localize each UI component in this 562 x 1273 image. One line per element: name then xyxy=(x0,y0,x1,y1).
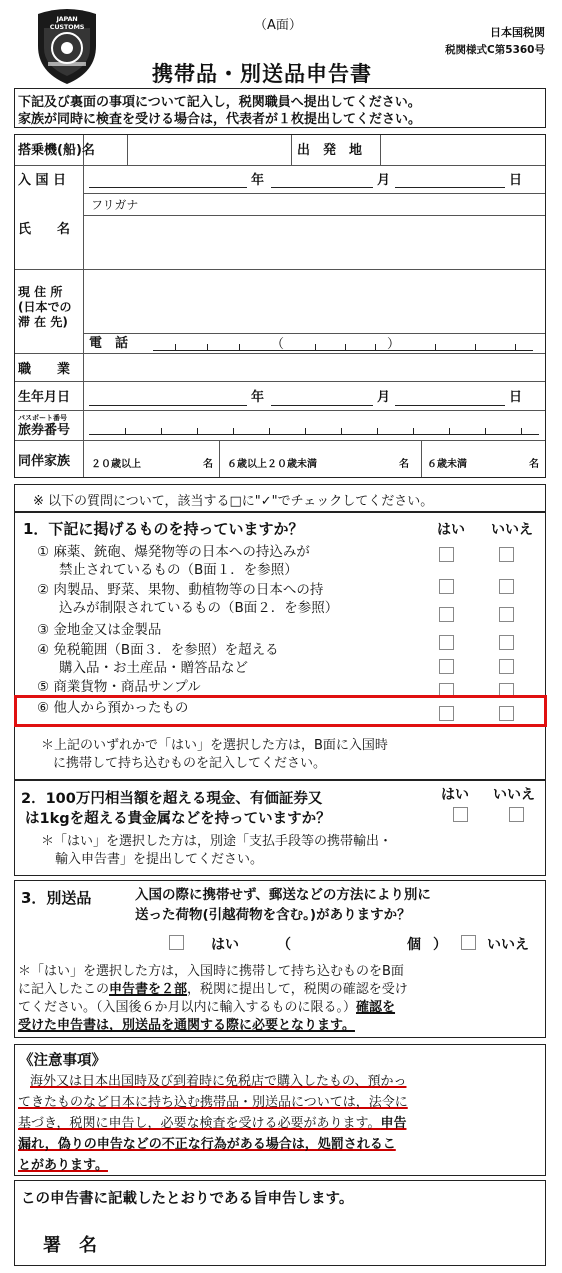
q1-item-2-yes-checkbox[interactable] xyxy=(439,579,454,594)
question-2-box xyxy=(14,780,546,876)
address-field[interactable] xyxy=(85,270,545,332)
caution-text: 海外又は日本出国時及び到着時に免税店で購入したもの、預かっ てきたものなど日本に持ち込む携帯品・別送品については，法令に 基づき，税関に申告し，必要な検査を受ける必要があります。申告 漏れ，偽りの申告などの不正な行為がある場合は，処罰されるこ とがあります。 xyxy=(18,1074,408,1173)
q1-item-2: ② 肉製品、野菜、果物、動植物等の日本への持 込みが制限されているもの（B面２．を参照） xyxy=(37,582,339,616)
q3-paren-close: ） xyxy=(433,937,447,953)
flight-field[interactable] xyxy=(128,136,290,164)
q3-count-unit: 個 xyxy=(407,937,421,953)
q1-note: ＊上記のいずれかで「はい」を選択した方は，B面に入国時 に携帯して持ち込むものを記入してください。 xyxy=(41,738,388,771)
q2-no-checkbox[interactable] xyxy=(509,807,524,822)
customs-logo xyxy=(34,6,100,86)
family-6to20-unit: 名 xyxy=(399,459,409,470)
flight-label: 搭乗機(船)名 xyxy=(18,143,95,158)
family-under6-field[interactable] xyxy=(481,443,527,475)
q1-item-1-no-checkbox[interactable] xyxy=(499,547,514,562)
family-under6-unit: 名 xyxy=(529,459,539,470)
q3-yes-label: はい xyxy=(211,937,239,953)
q2-no-header: いいえ xyxy=(493,787,535,803)
entry-date-year-field[interactable] xyxy=(89,169,247,188)
furigana-field[interactable] xyxy=(155,194,545,214)
personal-info-table xyxy=(14,134,546,478)
family-6to20-field[interactable] xyxy=(351,443,397,475)
signature-label: 署 名 xyxy=(43,1235,97,1256)
q3-no-checkbox[interactable] xyxy=(461,935,476,950)
birth-day-field[interactable] xyxy=(395,385,505,406)
logo-text: JAPAN CUSTOMS xyxy=(49,15,85,31)
entry-year-unit: 年 xyxy=(251,173,265,188)
occupation-field[interactable] xyxy=(85,354,545,380)
caution-box xyxy=(14,1044,546,1176)
occupation-label: 職 業 xyxy=(18,362,71,377)
intro-line-1: 下記及び裏面の事項について記入し，税関職員へ提出してください。 xyxy=(18,95,421,110)
declaration-statement: この申告書に記載したとおりである旨申告します。 xyxy=(21,1191,354,1207)
q1-item-4-no-checkbox[interactable] xyxy=(499,659,514,674)
side-label: （A面） xyxy=(254,18,302,33)
birth-year-unit: 年 xyxy=(251,390,265,405)
q1-item-5: ⑤ 商業貨物・商品サンプル xyxy=(37,679,201,695)
declaration-box xyxy=(14,1180,546,1266)
address-label: 現 住 所 (日本での 滞 在 先) xyxy=(18,285,72,329)
q1-item-2-no-checkbox[interactable] xyxy=(499,579,514,594)
phone-paren-open: （ xyxy=(271,337,285,352)
q3-note: ＊「はい」を選択した方は，入国時に携帯して持ち込むものをB面 に記入したこの申告書を２部，税関に提出して，税関の確認を受け てください。（入国後６か月以内に輸入するものに限る。）確認を 受けた申告書は，別送品を通関する際に必要となります。 xyxy=(18,964,408,1033)
q3-yes-checkbox[interactable] xyxy=(169,935,184,950)
birth-month-unit: 月 xyxy=(377,390,391,405)
birth-date-label: 生年月日 xyxy=(18,390,71,405)
q3-no-label: いいえ xyxy=(487,937,529,953)
q1-item-3: ③ 金地金又は金製品 xyxy=(37,622,162,638)
caution-title: 《注意事項》 xyxy=(19,1053,106,1069)
intro-box xyxy=(14,88,546,128)
family-6to20-label: ６歳以上２０歳未満 xyxy=(227,459,317,470)
entry-date-label: 入 国 日 xyxy=(18,173,67,188)
q3-paren-open: （ xyxy=(277,937,291,953)
q1-item-1: ① 麻薬、銃砲、爆発物等の日本への持込みが 禁止されているもの（B面１．を参照） xyxy=(37,544,310,578)
birth-month-field[interactable] xyxy=(271,385,373,406)
entry-day-unit: 日 xyxy=(509,173,523,188)
q1-item-6: ⑥ 他人から預かったもの xyxy=(37,700,189,716)
name-field[interactable] xyxy=(85,216,545,268)
family-label: 同伴家族 xyxy=(18,454,71,469)
q1-no-header: いいえ xyxy=(491,522,533,538)
check-notice: ※ 以下の質問について，該当する□に"✓"でチェックしてください。 xyxy=(33,494,434,509)
family-over20-unit: 名 xyxy=(203,459,213,470)
page-title: 携帯品・別送品申告書 xyxy=(152,62,372,86)
furigana-label: フリガナ xyxy=(91,198,139,212)
q1-item-2b-no-checkbox[interactable] xyxy=(499,607,514,622)
q1-item-1-yes-checkbox[interactable] xyxy=(439,547,454,562)
birth-day-unit: 日 xyxy=(509,390,523,405)
entry-date-day-field[interactable] xyxy=(395,169,505,188)
passport-field[interactable] xyxy=(87,412,545,438)
q3-question: 入国の際に携帯せず、郵送などの方法により別に 送った荷物(引越荷物を含む。)がありますか？ xyxy=(135,887,431,923)
family-under6-label: ６歳未満 xyxy=(427,459,467,470)
q1-item-4: ④ 免税範囲（B面３．を参照）を超える 購入品・お土産品・贈答品など xyxy=(37,642,279,676)
q2-yes-checkbox[interactable] xyxy=(453,807,468,822)
q1-item-2b-yes-checkbox[interactable] xyxy=(439,607,454,622)
q1-title: 1．下記に掲げるものを持っていますか？ xyxy=(23,520,304,538)
q1-item-3-yes-checkbox[interactable] xyxy=(439,635,454,650)
family-over20-label: ２０歳以上 xyxy=(91,459,141,470)
q1-yes-header: はい xyxy=(437,522,465,538)
passport-label: 旅券番号 xyxy=(18,423,71,438)
question-3-box xyxy=(14,880,546,1038)
birth-year-field[interactable] xyxy=(89,385,247,406)
phone-paren-close: ） xyxy=(387,337,401,352)
entry-month-unit: 月 xyxy=(377,173,391,188)
departure-field[interactable] xyxy=(381,136,545,164)
q2-note: ＊「はい」を選択した方は，別途「支払手段等の携帯輸出・ 輸入申告書」を提出してください。 xyxy=(41,834,393,867)
check-notice-box xyxy=(14,484,546,512)
q3-count-field[interactable] xyxy=(297,933,401,953)
phone-label: 電 話 xyxy=(89,336,129,351)
intro-line-2: 家族が同時に検査を受ける場合は，代表者が１枚提出してください。 xyxy=(18,112,422,127)
item-6-highlight xyxy=(14,695,547,727)
q3-label: 3．別送品 xyxy=(21,889,92,907)
form-number: 税関様式C第5360号 xyxy=(445,44,545,56)
entry-date-month-field[interactable] xyxy=(271,169,373,188)
q2-yes-header: はい xyxy=(441,787,469,803)
family-over20-field[interactable] xyxy=(155,443,201,475)
question-1-box xyxy=(14,512,546,780)
q2-question: 2．100万円相当額を超える現金、有価証券又 は1kgを超える貴金属などを持っていますか？ xyxy=(21,791,331,827)
agency-name: 日本国税関 xyxy=(490,26,545,39)
passport-small-label: パスポート番号 xyxy=(18,414,67,422)
departure-label: 出 発 地 xyxy=(297,143,363,158)
signature-field[interactable] xyxy=(115,1221,535,1259)
q1-item-3-no-checkbox[interactable] xyxy=(499,635,514,650)
phone-field[interactable] xyxy=(153,334,545,352)
q1-item-4-yes-checkbox[interactable] xyxy=(439,659,454,674)
name-label: 氏 名 xyxy=(18,222,71,237)
